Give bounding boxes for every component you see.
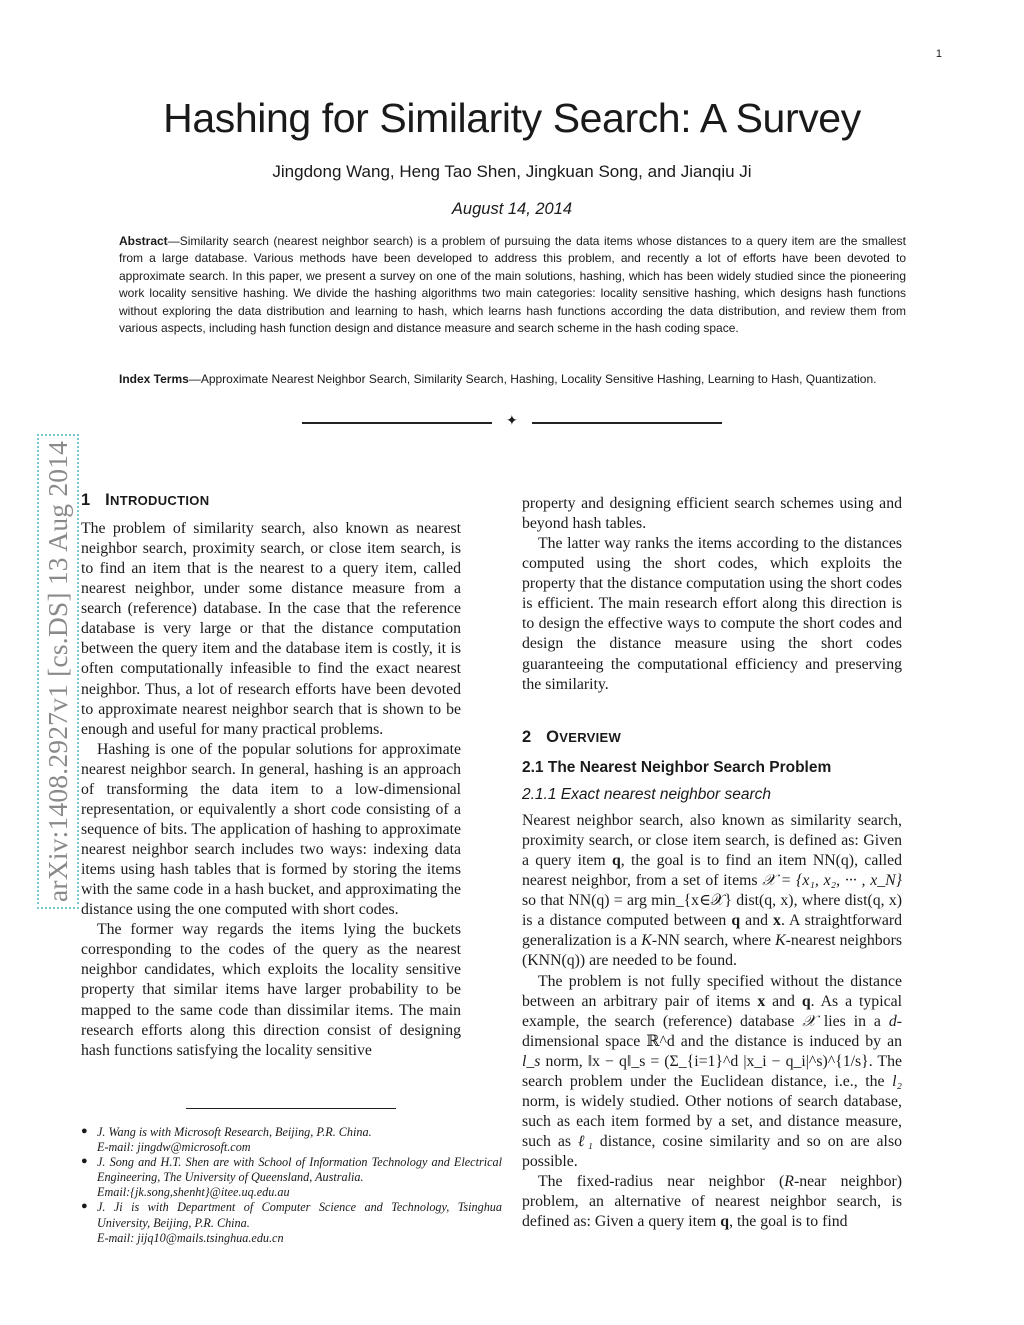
paper-authors: Jingdong Wang, Heng Tao Shen, Jingkuan Song, and Jianqiu Ji xyxy=(272,162,752,181)
footnotes xyxy=(81,1125,502,1246)
intro-paragraph: The problem of similarity search, also known as nearest neighbor search, proximity search, or close item search, is to find an item that is the nearest to a query item, called nearest neighbor, under some distance measure from a search (reference) database. In the case that the reference database is very large or that the distance computation between the query item and the database item is costly, it is often computationally infeasible to find the exact nearest neighbor. Thus, a lot of research efforts have been devoted to approximate nearest neighbor search that is shown to be enough and useful for many practical problems. xyxy=(81,520,461,738)
section-heading-overview xyxy=(522,728,621,747)
subsection-heading: 2.1 The Nearest Neighbor Search Problem xyxy=(522,759,832,776)
index-terms xyxy=(119,371,906,388)
subsubsection-heading: 2.1.1 Exact nearest neighbor search xyxy=(522,786,772,803)
intro-paragraph: The former way regards the items lying the buckets corresponding to the codes of the query as the nearest neighbor candidates, which exploits the locality sensitive property that similar items have larger probability to be mapped to the same code than dissimilar items. The main research efforts along this direction consist of designing hash functions satisfying the locality sensitive xyxy=(81,921,461,1059)
divider-rule-left xyxy=(302,422,492,424)
right-column-overview xyxy=(522,811,902,1232)
abstract xyxy=(119,233,906,337)
index-terms-label: Index Terms xyxy=(119,372,189,386)
section-title-rest: VERVIEW xyxy=(559,730,622,745)
left-column xyxy=(81,519,461,1061)
section-title-first: O xyxy=(546,728,560,746)
intro-paragraph-continued: property and designing efficient search schemes using and beyond hash tables. xyxy=(522,495,902,533)
divider-rule-right xyxy=(532,422,722,424)
intro-paragraph: Hashing is one of the popular solutions for approximate nearest neighbor search. In general, hashing is an approach of transforming the data item to a low-dimensional representation, or equivalently a short code consisting of a sequence of bits. The application of hashing to approximate nearest neighbor search includes two ways: indexing data items using hash tables that is formed by storing the items with the same code in a hash bucket, and approximating the distance using the one computed with short codes. xyxy=(81,740,461,919)
abstract-label: Abstract xyxy=(119,234,168,248)
section-number: 1 xyxy=(81,491,91,509)
overview-paragraph: Nearest neighbor search, also known as similarity search, proximity search, or close item search, is defined as: Given a query item q, the goal is to find an item NN(q), called nearest neighbor, from a set of items 𝒳 = {x₁, x₂, ··· , x_N} so that NN(q) = arg min_{x∈𝒳} dist(q, x), where dist(q, x) is a distance computed between q and x. A straightforward generalization is a K-NN search, where K-nearest neighbors (KNN(q)) are needed to be found. xyxy=(522,812,903,970)
bullet-icon: ● xyxy=(81,1125,88,1137)
index-terms-text: —Approximate Nearest Neighbor Search, Similarity Search, Hashing, Locality Sensitive Hashing, Learning to Hash, Quantization. xyxy=(188,372,877,386)
section-heading-introduction xyxy=(81,491,209,510)
footnote-item: ● J. Wang is with Microsoft Research, Beijing, P.R. China. E-mail: jingdw@microsoft.com xyxy=(81,1125,372,1155)
intro-paragraph: The latter way ranks the items according to the distances computed using the short codes, which exploits the property that the distance computation using the short codes is efficient. The main research effort along this direction is to design the effective ways to compute the short codes and design the distance measure using the short codes guaranteeing the computational efficiency and preserving the similarity. xyxy=(522,535,902,693)
section-title-rest: NTRODUCTION xyxy=(110,493,210,508)
section-number: 2 xyxy=(522,728,532,746)
right-column-top xyxy=(522,494,902,695)
divider-diamond-icon: ✦ xyxy=(506,414,518,429)
footnote-item: ● J. Ji is with Department of Computer Science and Technology, Tsinghua University, Beijing, P.R. China. E-mail: jijq10@mails.tsinghua.edu.cn xyxy=(81,1200,502,1245)
section-title-first: I xyxy=(105,491,111,509)
overview-paragraph: The fixed-radius near neighbor (R-near neighbor) problem, an alternative of nearest neighbor search, is defined as: Given a query item q, the goal is to find xyxy=(522,1173,902,1231)
page-number: 1 xyxy=(935,48,942,60)
bullet-icon: ● xyxy=(81,1155,88,1168)
overview-paragraph: The problem is not fully specified without the distance between an arbitrary pair of items x and q. As a typical example, the search (reference) database 𝒳 lies in a d-dimensional space ℝ^d and the distance is induced by an l_s norm, ‖x − q‖_s = (Σ_{i=1}^d |x_i − q_i|^s)^{1/s}. The search problem under the Euclidean distance, i.e., the l₂ norm, is widely studied. Other notions of search database, such as each item formed by a set, and distance measure, such as ℓ₁ distance, cosine similarity and so on are also possible. xyxy=(522,972,902,1171)
paper-date: August 14, 2014 xyxy=(451,200,573,218)
abstract-text: —Similarity search (nearest neighbor search) is a problem of pursuing the data items whose distances to a query item are the smallest from a large database. Various methods have been developed to address this problem, and recently a lot of efforts have been devoted to approximate search. In this paper, we present a survey on one of the main solutions, hashing, which has been widely studied since the pioneering work locality sensitive hashing. We divide the hashing algorithms two main categories: locality sensitive hashing, which designs hash functions without exploring the data distribution and learning to hash, which learns hash functions according the data distribution, and review them from various aspects, including hash function design and distance measure and search scheme in the hash coding space. xyxy=(119,234,906,336)
section-divider xyxy=(302,412,722,432)
footnote-rule xyxy=(186,1108,396,1109)
paper-title: Hashing for Similarity Search: A Survey xyxy=(163,95,861,141)
arxiv-stamp[interactable]: arXiv:1408.2927v1 [cs.DS] 13 Aug 2014 xyxy=(42,440,73,902)
footnote-item: ● J. Song and H.T. Shen are with School of Information Technology and Electrical Engineering, The University of Queensland, Australia. Email:{jk.song,shenht}@itee.uq.edu.au xyxy=(81,1155,502,1200)
bullet-icon: ● xyxy=(81,1200,88,1213)
